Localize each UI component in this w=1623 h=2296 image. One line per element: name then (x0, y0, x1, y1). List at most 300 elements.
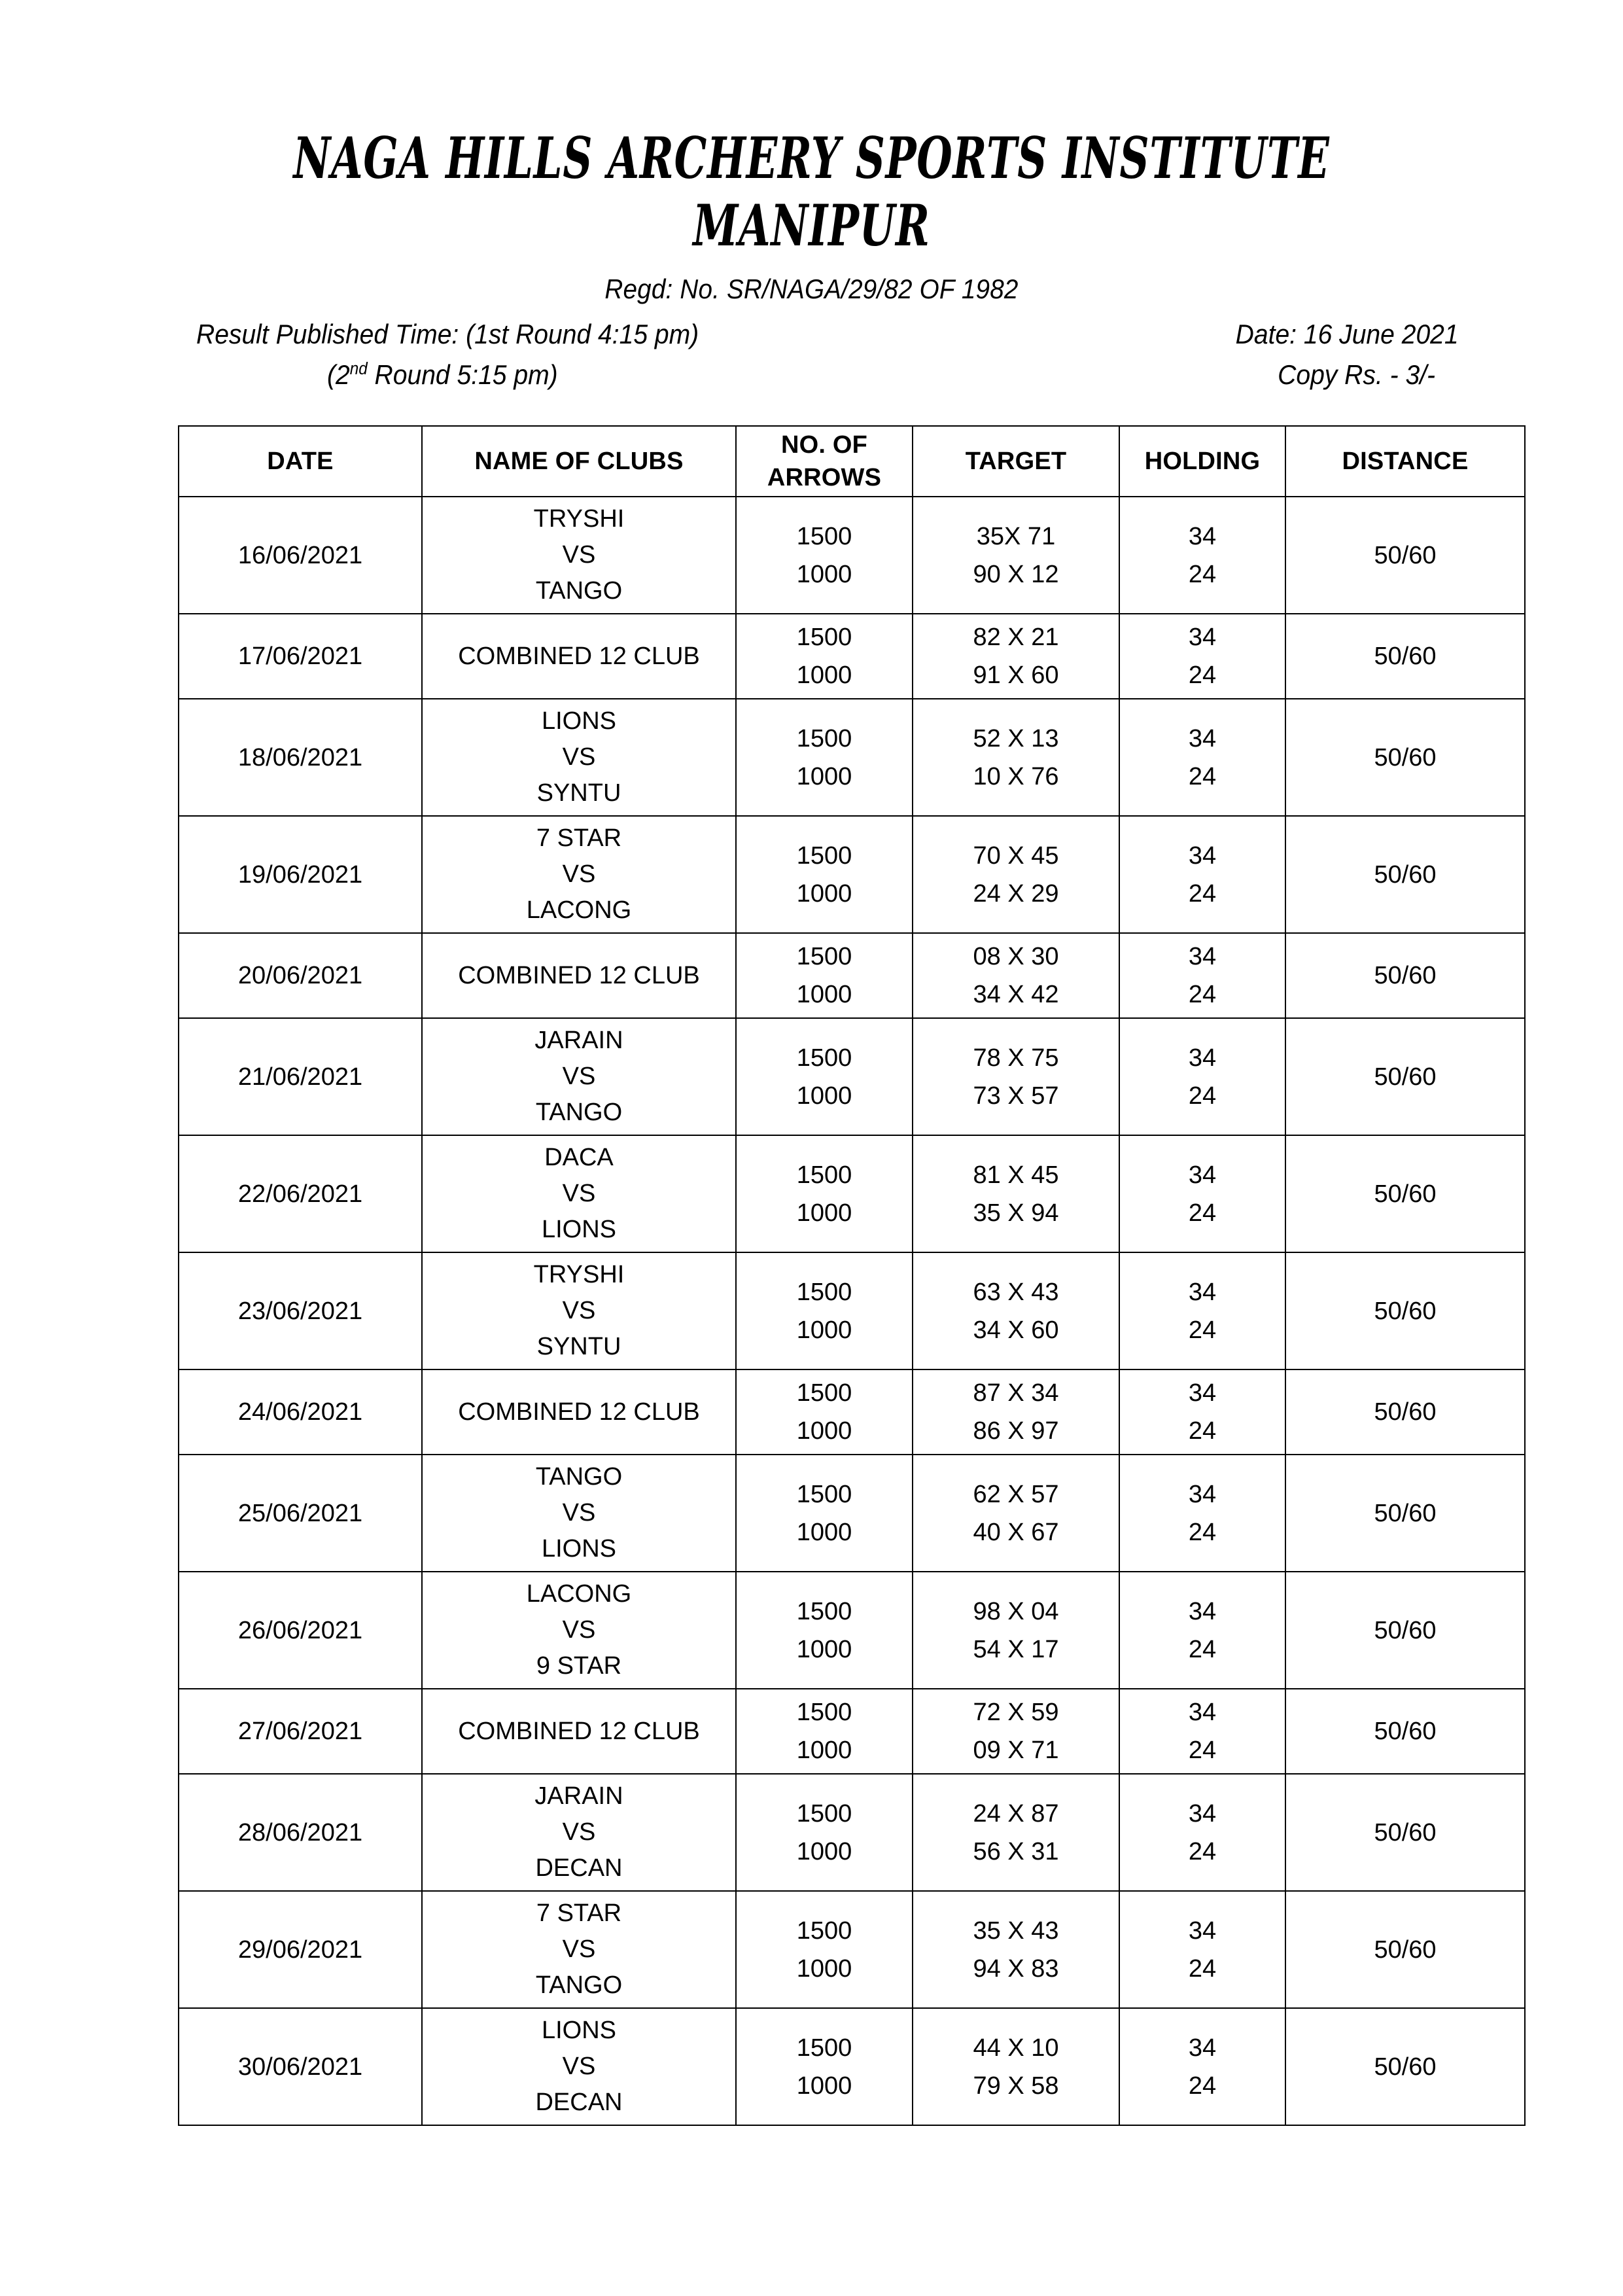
holding-value: 34 (1188, 522, 1217, 550)
cell-target-stack (913, 1156, 1119, 1232)
cell-clubs (422, 1018, 736, 1135)
target-score: 82 X 21 (973, 624, 1059, 651)
arrow-count: 1000 (796, 2072, 852, 2100)
masthead (0, 125, 1623, 260)
holding-value: 34 (1188, 1161, 1217, 1189)
cell-distance (1285, 1572, 1525, 1689)
cell-distance (1285, 614, 1525, 699)
target-score: 35 X 94 (973, 1199, 1059, 1227)
arrow-count: 1000 (796, 1417, 852, 1445)
cell-target (913, 1572, 1119, 1689)
target-score: 44 X 10 (973, 2034, 1059, 2062)
versus-label: VS (562, 1180, 596, 1207)
cell-arrows-stack (737, 1912, 912, 1988)
cell-holding (1119, 497, 1285, 614)
table-row (179, 1572, 1525, 1689)
copy-price: Copy Rs. - 3/- (1278, 359, 1435, 390)
arrow-count: 1000 (796, 1082, 852, 1110)
column-header-holding: HOLDING (1119, 426, 1285, 497)
cell-arrows-stack (737, 837, 912, 913)
club-name: COMBINED 12 CLUB (458, 962, 700, 989)
target-score: 34 X 60 (973, 1316, 1059, 1344)
cell-holding-stack (1120, 1693, 1285, 1769)
club-name: JARAIN (534, 1782, 623, 1810)
cell-holding-stack (1120, 618, 1285, 694)
club-name: 7 STAR (536, 1899, 622, 1927)
cell-arrows-stack (737, 1593, 912, 1669)
cell-target (913, 1135, 1119, 1252)
cell-distance (1285, 1689, 1525, 1774)
cell-date (179, 1369, 422, 1455)
publication-date: Date: 16 June 2021 (1236, 319, 1459, 349)
cell-holding (1119, 1455, 1285, 1572)
club-name: LACONG (526, 896, 632, 924)
cell-holding (1119, 1252, 1285, 1369)
cell-date (179, 1774, 422, 1891)
column-header-target: TARGET (913, 426, 1119, 497)
cell-holding-stack (1120, 1156, 1285, 1232)
cell-target-stack (913, 1475, 1119, 1551)
arrow-count: 1500 (796, 2034, 852, 2062)
cell-clubs (422, 699, 736, 816)
cell-holding (1119, 1018, 1285, 1135)
match-date: 24/06/2021 (237, 1398, 363, 1426)
match-date: 28/06/2021 (237, 1818, 363, 1846)
club-name: LIONS (541, 1535, 617, 1563)
club-matchup (423, 1253, 735, 1369)
cell-holding-stack (1120, 938, 1285, 1014)
cell-target-stack (913, 720, 1119, 796)
cell-target (913, 933, 1119, 1018)
cell-date (179, 1018, 422, 1135)
versus-label: VS (562, 743, 596, 771)
club-matchup (423, 1775, 735, 1890)
cell-holding (1119, 1572, 1285, 1689)
target-score: 86 X 97 (973, 1417, 1059, 1445)
cell-date (179, 699, 422, 816)
arrow-count: 1500 (796, 1480, 852, 1508)
cell-arrows-stack (737, 1273, 912, 1349)
holding-value: 24 (1188, 981, 1217, 1008)
cell-arrows (736, 1455, 913, 1572)
club-name: LIONS (541, 1216, 617, 1243)
target-score: 24 X 87 (973, 1799, 1059, 1828)
distance-value: 50/60 (1374, 1718, 1437, 1745)
cell-arrows-stack (737, 720, 912, 796)
organization-title-line2: MANIPUR (693, 192, 930, 260)
arrows-header-line1: NO. OF (780, 431, 868, 459)
target-score: 73 X 57 (973, 1082, 1059, 1110)
target-score: 79 X 58 (973, 2072, 1059, 2100)
cell-distance (1285, 1018, 1525, 1135)
cell-target (913, 614, 1119, 699)
target-score: 35 X 43 (973, 1916, 1059, 1945)
cell-target (913, 699, 1119, 816)
holding-value: 24 (1188, 1082, 1217, 1110)
cell-holding (1119, 614, 1285, 699)
club-name: JARAIN (534, 1027, 623, 1054)
target-score: 70 X 45 (973, 841, 1059, 870)
arrow-count: 1500 (796, 943, 852, 970)
target-score: 63 X 43 (973, 1278, 1059, 1306)
holding-value: 24 (1188, 1635, 1217, 1663)
table-head (179, 426, 1525, 497)
cell-target-stack (913, 1693, 1119, 1769)
cell-distance (1285, 816, 1525, 933)
cell-date (179, 1135, 422, 1252)
distance-value: 50/60 (1374, 1063, 1437, 1091)
target-score: 72 X 59 (973, 1699, 1059, 1726)
club-name: DECAN (535, 2089, 623, 2116)
cell-target-stack (913, 1374, 1119, 1450)
meta-row-first (196, 315, 1459, 356)
cell-holding-stack (1120, 1475, 1285, 1551)
cell-clubs (422, 2008, 736, 2125)
club-name: DACA (544, 1144, 614, 1171)
target-score: 54 X 17 (973, 1635, 1059, 1663)
cell-target-stack (913, 618, 1119, 694)
club-name: LIONS (541, 2017, 617, 2044)
cell-target (913, 497, 1119, 614)
round2-prefix: (2 (327, 359, 350, 390)
cell-arrows (736, 1135, 913, 1252)
table-row (179, 1774, 1525, 1891)
holding-value: 34 (1188, 943, 1217, 970)
cell-target (913, 1252, 1119, 1369)
holding-value: 24 (1188, 2072, 1217, 2100)
club-matchup (423, 497, 735, 613)
match-date: 18/06/2021 (237, 743, 363, 771)
arrow-count: 1500 (796, 522, 852, 550)
distance-value: 50/60 (1374, 1616, 1437, 1644)
cell-target (913, 816, 1119, 933)
results-table-wrapper (178, 425, 1524, 2126)
arrow-count: 1500 (796, 1597, 852, 1625)
cell-clubs (422, 1252, 736, 1369)
arrow-count: 1500 (796, 624, 852, 651)
cell-distance (1285, 1369, 1525, 1455)
column-header-arrows (736, 426, 913, 497)
match-date: 29/06/2021 (237, 1935, 363, 1964)
arrows-header-stack (737, 429, 912, 494)
result-published-time-round1: Result Published Time: (1st Round 4:15 pm) (196, 319, 699, 349)
cell-holding (1119, 1135, 1285, 1252)
versus-label: VS (562, 1063, 596, 1090)
cell-arrows-stack (737, 1374, 912, 1450)
cell-holding-stack (1120, 1593, 1285, 1669)
table-row (179, 933, 1525, 1018)
table-row (179, 614, 1525, 699)
cell-target (913, 1018, 1119, 1135)
cell-holding (1119, 2008, 1285, 2125)
club-matchup (423, 817, 735, 932)
arrow-count: 1000 (796, 1954, 852, 1983)
cell-holding-stack (1120, 837, 1285, 913)
cell-arrows (736, 1891, 913, 2008)
club-name: SYNTU (536, 1333, 621, 1360)
cell-clubs (422, 816, 736, 933)
cell-distance (1285, 1252, 1525, 1369)
holding-value: 34 (1188, 1480, 1217, 1508)
table-row (179, 1891, 1525, 2008)
organization-title-line1: NAGA HILLS ARCHERY SPORTS INSTITUTE (293, 125, 1330, 192)
cell-arrows (736, 1572, 913, 1689)
holding-value: 24 (1188, 1199, 1217, 1227)
cell-arrows-stack (737, 618, 912, 694)
holding-value: 34 (1188, 624, 1217, 651)
cell-holding-stack (1120, 720, 1285, 796)
result-published-time-round2 (327, 356, 558, 394)
cell-clubs (422, 1774, 736, 1891)
round2-ordinal: nd (349, 359, 368, 378)
cell-clubs (422, 1689, 736, 1774)
club-name: 9 STAR (536, 1652, 622, 1680)
holding-value: 24 (1188, 762, 1217, 790)
distance-value: 50/60 (1374, 1499, 1437, 1527)
cell-date (179, 1455, 422, 1572)
club-name: TANGO (535, 1971, 623, 1999)
cell-clubs (422, 933, 736, 1018)
distance-value: 50/60 (1374, 962, 1437, 989)
versus-label: VS (562, 541, 596, 569)
versus-label: VS (562, 860, 596, 888)
cell-holding (1119, 816, 1285, 933)
cell-holding (1119, 933, 1285, 1018)
target-score: 90 X 12 (973, 560, 1059, 588)
holding-value: 24 (1188, 1417, 1217, 1445)
distance-value: 50/60 (1374, 1297, 1437, 1325)
cell-clubs (422, 1891, 736, 2008)
cell-date (179, 614, 422, 699)
match-date: 22/06/2021 (237, 1180, 363, 1208)
cell-holding (1119, 1774, 1285, 1891)
versus-label: VS (562, 1935, 596, 1963)
target-score: 87 X 34 (973, 1379, 1059, 1407)
holding-value: 24 (1188, 1518, 1217, 1546)
table-row (179, 1135, 1525, 1252)
cell-target (913, 1774, 1119, 1891)
column-header-date: DATE (179, 426, 422, 497)
arrow-count: 1500 (796, 1916, 852, 1945)
target-score: 81 X 45 (973, 1161, 1059, 1189)
round2-suffix: Round 5:15 pm) (367, 359, 558, 390)
club-name: SYNTU (536, 779, 621, 807)
holding-value: 24 (1188, 1316, 1217, 1344)
cell-arrows-stack (737, 1039, 912, 1115)
cell-arrows (736, 1018, 913, 1135)
versus-label: VS (562, 2053, 596, 2080)
arrow-count: 1500 (796, 1379, 852, 1407)
target-score: 40 X 67 (973, 1518, 1059, 1546)
cell-arrows-stack (737, 518, 912, 593)
table-body (179, 497, 1525, 2125)
club-name: COMBINED 12 CLUB (458, 1718, 700, 1745)
cell-target-stack (913, 837, 1119, 913)
holding-value: 34 (1188, 1379, 1217, 1407)
arrow-count: 1000 (796, 1737, 852, 1764)
cell-arrows (736, 497, 913, 614)
club-name: LACONG (526, 1580, 632, 1608)
cell-holding-stack (1120, 1374, 1285, 1450)
column-header-distance: DISTANCE (1285, 426, 1525, 497)
club-name: TANGO (535, 577, 623, 605)
arrow-count: 1000 (796, 762, 852, 790)
cell-arrows (736, 1369, 913, 1455)
cell-date (179, 933, 422, 1018)
club-matchup (423, 1136, 735, 1252)
arrow-count: 1000 (796, 879, 852, 908)
cell-arrows-stack (737, 2029, 912, 2105)
cell-date (179, 816, 422, 933)
target-score: 62 X 57 (973, 1480, 1059, 1508)
cell-distance (1285, 699, 1525, 816)
distance-value: 50/60 (1374, 541, 1437, 569)
arrow-count: 1000 (796, 662, 852, 689)
cell-holding-stack (1120, 2029, 1285, 2105)
match-date: 17/06/2021 (237, 643, 363, 670)
cell-target (913, 1891, 1119, 2008)
cell-target (913, 1369, 1119, 1455)
cell-holding (1119, 1369, 1285, 1455)
cell-date (179, 2008, 422, 2125)
cell-distance (1285, 2008, 1525, 2125)
arrow-count: 1000 (796, 981, 852, 1008)
cell-clubs (422, 1369, 736, 1455)
distance-value: 50/60 (1374, 743, 1437, 771)
cell-distance (1285, 1455, 1525, 1572)
cell-target-stack (913, 938, 1119, 1014)
match-date: 25/06/2021 (237, 1499, 363, 1527)
cell-arrows-stack (737, 1795, 912, 1871)
cell-target-stack (913, 2029, 1119, 2105)
holding-value: 34 (1188, 1278, 1217, 1306)
cell-holding-stack (1120, 1912, 1285, 1988)
target-score: 56 X 31 (973, 1837, 1059, 1865)
cell-distance (1285, 497, 1525, 614)
document-meta (196, 315, 1459, 397)
cell-arrows-stack (737, 1156, 912, 1232)
holding-value: 34 (1188, 1597, 1217, 1625)
cell-holding-stack (1120, 518, 1285, 593)
cell-target-stack (913, 1039, 1119, 1115)
cell-holding-stack (1120, 1273, 1285, 1349)
versus-label: VS (562, 1297, 596, 1324)
club-name: TRYSHI (533, 1261, 625, 1288)
cell-arrows (736, 933, 913, 1018)
distance-value: 50/60 (1374, 1398, 1437, 1426)
cell-arrows (736, 1774, 913, 1891)
match-date: 20/06/2021 (237, 962, 363, 989)
holding-value: 34 (1188, 2034, 1217, 2062)
arrow-count: 1500 (796, 841, 852, 870)
cell-clubs (422, 1572, 736, 1689)
table-row (179, 497, 1525, 614)
distance-value: 50/60 (1374, 643, 1437, 670)
cell-clubs (422, 497, 736, 614)
match-date: 30/06/2021 (237, 2053, 363, 2081)
cell-arrows-stack (737, 1475, 912, 1551)
cell-date (179, 1891, 422, 2008)
arrow-count: 1000 (796, 1316, 852, 1344)
match-date: 27/06/2021 (237, 1718, 363, 1745)
holding-value: 24 (1188, 662, 1217, 689)
cell-holding-stack (1120, 1795, 1285, 1871)
table-row (179, 1018, 1525, 1135)
cell-arrows (736, 1689, 913, 1774)
cell-holding (1119, 699, 1285, 816)
club-matchup (423, 1572, 735, 1688)
target-score: 91 X 60 (973, 662, 1059, 689)
cell-date (179, 1689, 422, 1774)
club-name: TANGO (535, 1099, 623, 1126)
cell-date (179, 1252, 422, 1369)
distance-value: 50/60 (1374, 2053, 1437, 2081)
club-name: COMBINED 12 CLUB (458, 1398, 700, 1426)
club-name: TRYSHI (533, 505, 625, 533)
target-score: 94 X 83 (973, 1954, 1059, 1983)
cell-arrows (736, 1252, 913, 1369)
cell-target-stack (913, 518, 1119, 593)
cell-holding (1119, 1891, 1285, 2008)
table-row (179, 816, 1525, 933)
distance-value: 50/60 (1374, 1935, 1437, 1964)
club-matchup (423, 1019, 735, 1135)
cell-arrows (736, 816, 913, 933)
table-row (179, 1689, 1525, 1774)
results-table (178, 425, 1526, 2126)
arrow-count: 1500 (796, 1799, 852, 1828)
distance-value: 50/60 (1374, 1180, 1437, 1208)
cell-date (179, 497, 422, 614)
distance-value: 50/60 (1374, 1818, 1437, 1846)
table-header-row (179, 426, 1525, 497)
distance-value: 50/60 (1374, 860, 1437, 889)
target-score: 52 X 13 (973, 724, 1059, 752)
club-name: 7 STAR (536, 824, 622, 852)
cell-arrows-stack (737, 938, 912, 1014)
table-row (179, 1455, 1525, 1572)
target-score: 24 X 29 (973, 879, 1059, 908)
match-date: 19/06/2021 (237, 860, 363, 889)
table-row (179, 1369, 1525, 1455)
holding-value: 34 (1188, 1916, 1217, 1945)
arrow-count: 1500 (796, 1699, 852, 1726)
arrow-count: 1500 (796, 1278, 852, 1306)
cell-arrows (736, 614, 913, 699)
target-score: 98 X 04 (973, 1597, 1059, 1625)
club-matchup (423, 699, 735, 815)
cell-target (913, 2008, 1119, 2125)
club-matchup (423, 1892, 735, 2007)
arrow-count: 1000 (796, 1199, 852, 1227)
cell-target (913, 1455, 1119, 1572)
cell-target-stack (913, 1593, 1119, 1669)
holding-value: 34 (1188, 1044, 1217, 1072)
holding-value: 24 (1188, 1837, 1217, 1865)
registration-number: Regd: No. SR/NAGA/29/82 OF 1982 (604, 274, 1019, 304)
club-name: DECAN (535, 1854, 623, 1882)
target-score: 08 X 30 (973, 943, 1059, 970)
versus-label: VS (562, 1616, 596, 1644)
table-row (179, 1252, 1525, 1369)
meta-row-second (196, 356, 1459, 397)
cell-clubs (422, 614, 736, 699)
table-row (179, 699, 1525, 816)
arrow-count: 1000 (796, 560, 852, 588)
holding-value: 34 (1188, 1699, 1217, 1726)
club-name: TANGO (535, 1463, 623, 1491)
cell-target-stack (913, 1795, 1119, 1871)
